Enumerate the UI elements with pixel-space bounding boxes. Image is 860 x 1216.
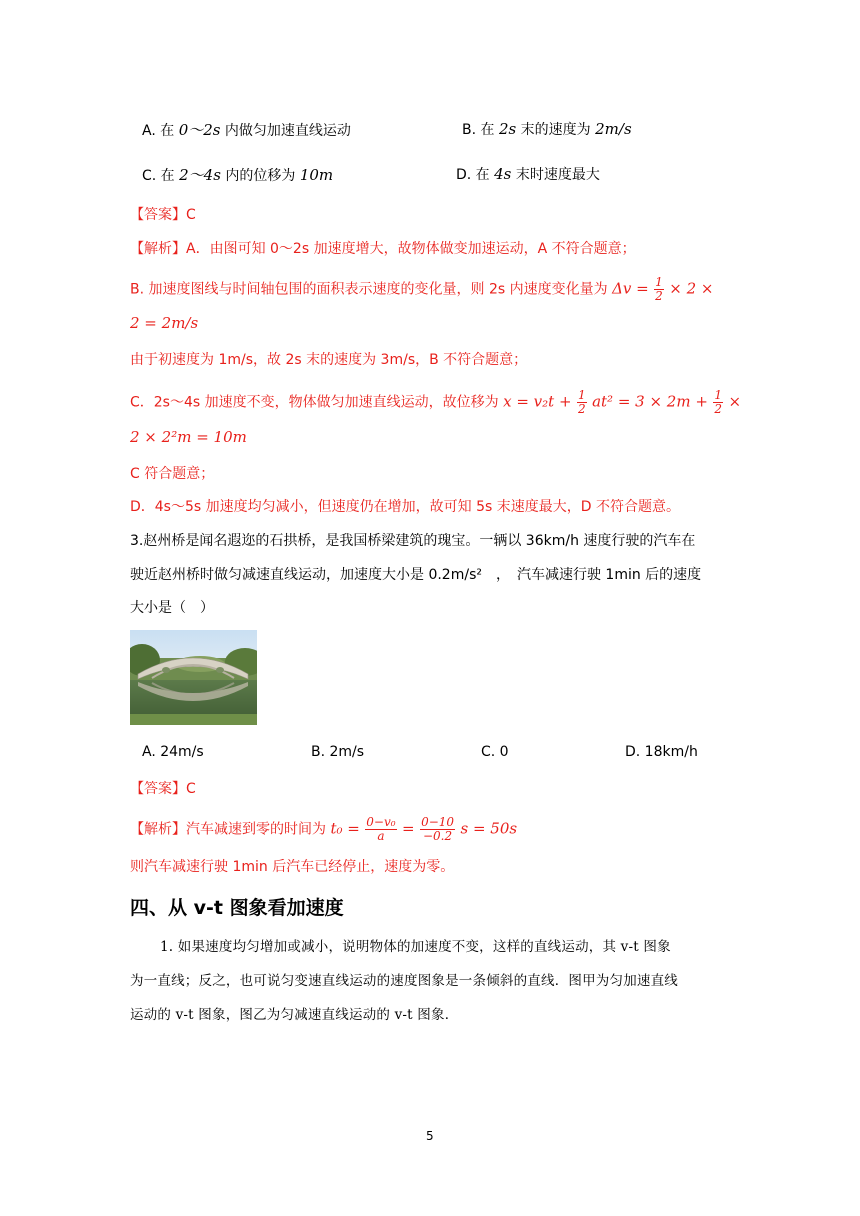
analysis-text: B. 加速度图线与时间轴包围的面积表示速度的变化量，则 2s 内速度变化量为 <box>130 281 608 298</box>
fraction <box>654 276 664 303</box>
fraction <box>365 816 396 843</box>
option-b-prefix: B. 在 <box>462 122 499 138</box>
option-c <box>142 164 333 185</box>
option-c-math: 2～4s <box>179 166 221 184</box>
paragraph-line-3: 运动的 v-t 图象，图乙为匀减速直线运动的 v-t 图象． <box>130 1007 459 1023</box>
question-3-line-2: 驶近赵州桥时做匀减速直线运动，加速度大小是 0.2m/s² ， 汽车减速行驶 1min 后的速度 <box>130 567 702 583</box>
math-part-b: at² = 3 × 2m + <box>592 392 708 411</box>
zhaozhou-bridge-photo <box>130 630 257 725</box>
analysis-label: 【解析】 <box>130 241 186 257</box>
fraction-numerator: 1 <box>577 388 586 402</box>
fraction <box>713 389 723 416</box>
analysis-label: 【解析】 <box>130 821 186 838</box>
analysis-1-line-3: 2 = 2m/s <box>130 314 199 332</box>
math-part-a: x = v₂t + <box>503 392 572 411</box>
q3-option-b: B. 2m/s <box>311 744 365 760</box>
paragraph-line-2: 为一直线；反之，也可说匀变速直线运动的速度图象是一条倾斜的直线．图甲为匀加速直线 <box>130 973 678 989</box>
fraction <box>420 816 455 843</box>
option-d-math: 4s <box>494 165 512 183</box>
option-b <box>462 119 632 139</box>
delta-v-math: Δv = <box>612 279 649 298</box>
option-b-math2: 2m/s <box>595 120 632 138</box>
analysis-1-line-5 <box>130 389 741 416</box>
fraction-numerator: 0−10 <box>421 815 455 829</box>
q3-option-a: A. 24m/s <box>142 744 204 760</box>
option-a-prefix: A. 在 <box>142 123 179 139</box>
q3-option-d: D. 18km/h <box>625 744 698 760</box>
math-result: s = 50s <box>460 819 518 838</box>
analysis-text: 汽车减速到零的时间为 <box>186 821 326 838</box>
answer-1 <box>130 204 196 224</box>
fraction-denominator: a <box>377 829 385 843</box>
option-c-prefix: C. 在 <box>142 168 180 184</box>
analysis-1-line-4: 由于初速度为 1m/s，故 2s 末的速度为 3m/s，B 不符合题意； <box>130 352 528 368</box>
answer-value: C <box>186 207 196 223</box>
fraction <box>577 389 587 416</box>
math-continuation: × 2 × <box>669 279 714 298</box>
question-3-line-3: 大小是（ ） <box>130 600 214 616</box>
option-c-math2: 10m <box>299 166 334 184</box>
analysis-2-line-2: 则汽车减速行驶 1min 后汽车已经停止，速度为零。 <box>130 859 455 875</box>
fraction-numerator: 1 <box>655 275 663 289</box>
q3-option-c: C. 0 <box>481 744 509 760</box>
bridge-image <box>130 630 257 725</box>
fraction-denominator: 2 <box>577 402 586 416</box>
fraction-numerator: 1 <box>714 388 722 402</box>
question-3-line-1: 3.赵州桥是闻名遐迩的石拱桥，是我国桥梁建筑的瑰宝。一辆以 36km/h 速度行驶的汽车在 <box>130 533 696 549</box>
answer-value: C <box>186 781 196 797</box>
answer-label: 【答案】 <box>130 207 186 223</box>
math-t0: t₀ = <box>330 819 360 838</box>
option-d-suffix: 末时速度最大 <box>511 167 600 183</box>
fraction-denominator: 2 <box>655 289 663 303</box>
option-b-suffix: 末的速度为 <box>516 122 596 138</box>
fraction-numerator: 0−v₀ <box>366 815 396 829</box>
analysis-1-line-1 <box>130 238 636 258</box>
answer-2 <box>130 778 196 798</box>
option-a-math: 0～2s <box>178 121 221 139</box>
page-number: 5 <box>426 1129 434 1143</box>
analysis-1-line-6: 2 × 2²m = 10m <box>130 428 247 446</box>
option-d-prefix: D. 在 <box>456 167 495 183</box>
analysis-1-line-2 <box>130 276 713 303</box>
analysis-text: A．由图可知 0～2s 加速度增大，故物体做变加速运动，A 不符合题意； <box>186 241 636 257</box>
fraction-denominator: −0.2 <box>422 829 453 843</box>
option-d <box>456 164 600 184</box>
paragraph-line-1: 1. 如果速度均匀增加或减小，说明物体的加速度不变，这样的直线运动，其 v-t 图象 <box>160 939 671 955</box>
analysis-1-line-8: D．4s～5s 加速度均匀减小，但速度仍在增加，故可知 5s 末速度最大，D 不符合题意。 <box>130 499 680 515</box>
section-heading: 四、从 v-t 图象看加速度 <box>130 897 344 919</box>
analysis-2-line-1 <box>130 816 517 843</box>
answer-label: 【答案】 <box>130 781 186 797</box>
option-b-math: 2s <box>498 120 517 138</box>
option-a-suffix: 内做匀加速直线运动 <box>220 123 351 139</box>
fraction-denominator: 2 <box>714 402 722 416</box>
option-c-suffix: 内的位移为 <box>220 168 300 184</box>
analysis-text: C．2s～4s 加速度不变，物体做匀加速直线运动，故位移为 <box>130 394 499 411</box>
math-part-c: × <box>728 392 742 411</box>
analysis-1-line-7: C 符合题意； <box>130 466 215 482</box>
math-equals: = <box>402 819 415 838</box>
option-a <box>142 119 351 140</box>
